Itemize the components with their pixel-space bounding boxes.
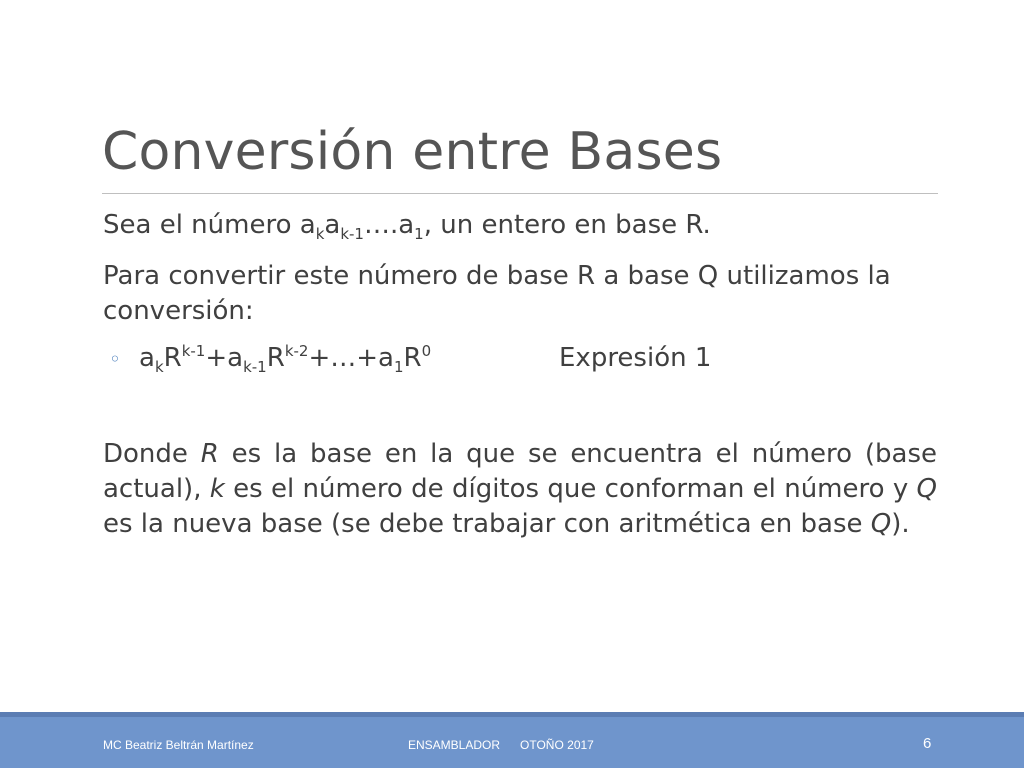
slide-body — [103, 208, 937, 558]
text-run: Donde — [103, 439, 201, 469]
subscript: k — [315, 225, 325, 243]
subscript: k — [154, 358, 164, 376]
title-divider — [102, 193, 938, 194]
slide-title: Conversión entre Bases — [102, 122, 723, 182]
variable-q: Q — [870, 509, 892, 539]
text-run: , un entero en base R. — [423, 210, 711, 240]
bullet-marker: ◦ — [109, 347, 121, 371]
subscript: 1 — [393, 358, 404, 376]
text-run: es la nueva base (se debe trabajar con aritmética en base — [103, 509, 871, 539]
footer-author: MC Beatriz Beltrán Martínez — [103, 738, 254, 752]
expression-label: Expresión 1 — [559, 343, 712, 373]
text-run: a — [324, 210, 341, 240]
paragraph-variable-definitions — [103, 437, 937, 542]
expression-formula — [139, 341, 559, 376]
text-run: +a — [205, 343, 244, 373]
text-run: R — [403, 343, 422, 373]
page-number: 6 — [923, 735, 932, 752]
footer-bar — [0, 717, 1024, 768]
paragraph-number-definition — [103, 208, 937, 243]
spacer — [103, 383, 937, 437]
subscript: k-1 — [243, 358, 267, 376]
text-run: +…+a — [308, 343, 394, 373]
text-run: ). — [891, 509, 910, 539]
variable-q: Q — [916, 474, 937, 504]
superscript: k-1 — [181, 342, 206, 360]
variable-r: R — [200, 439, 219, 469]
text-run: Sea el número a — [103, 210, 316, 240]
footer-course: ENSAMBLADOR OTOÑO 2017 — [408, 738, 594, 752]
bullet-expression — [103, 341, 937, 383]
superscript: 0 — [421, 342, 432, 360]
text-run: R — [266, 343, 285, 373]
text-run: a — [139, 343, 155, 373]
text-run: es el número de dígitos que conforman el número y — [224, 474, 917, 504]
text-run: R — [163, 343, 182, 373]
paragraph-conversion-intro: Para convertir este número de base R a base Q utilizamos la conversión: — [103, 261, 891, 326]
text-run: ….a — [363, 210, 415, 240]
superscript: k-2 — [284, 342, 309, 360]
subscript: 1 — [414, 225, 424, 243]
subscript: k-1 — [340, 225, 364, 243]
variable-k: k — [209, 474, 225, 504]
text-run: es la base en la que se encuentra el número (base actual), — [103, 439, 937, 504]
